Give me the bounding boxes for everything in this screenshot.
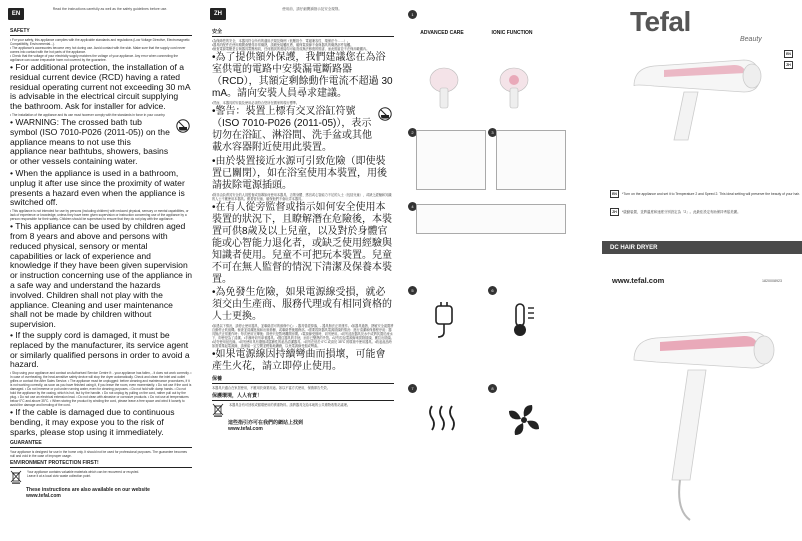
guarantee-text-zh: 本器具只適合在家居使用，不應用於商業用途。如以不當方式使用，保養即告失效。 bbox=[212, 386, 330, 390]
figure-step-2 bbox=[416, 130, 486, 190]
safety-title: SAFETY bbox=[10, 28, 192, 36]
guarantee-title: GUARANTEE bbox=[10, 440, 192, 448]
environment-block-zh bbox=[212, 403, 394, 417]
chinese-column bbox=[212, 26, 394, 432]
ionic-function-label: IONIC FUNCTION bbox=[491, 30, 533, 36]
crossed-bin-icon bbox=[10, 470, 22, 484]
children-warning: • This appliance can be used by children aged from 8 years and above and persons with reduced physical, sensory or mental capabilities or lack of experience and knowledge if they have been given supervision or instruction concerning use of the appliance in a safe way and understand the hazards involved. Children shall not play with the appliance. Cleaning and user maintenance shall not be made by children without supervision. bbox=[10, 221, 193, 330]
fan-icon bbox=[504, 400, 544, 440]
zh-setting-text: *啟動裝置，並將溫度和速度分別設定為「2」。此最佳設定有助保持秀髮美麗。 bbox=[622, 209, 741, 214]
safety-title-zh: 安全 bbox=[212, 28, 394, 37]
bathtub-warning-row-zh bbox=[212, 105, 394, 155]
en-badge: EN bbox=[610, 190, 619, 198]
rcd-warning-zh: •為了提供額外保護，我們建議您在為浴室供電的電路中安裝漏電斷路器（RCD），其額定剩餘動作電流不超過 30 mA。請向安裝人員尋求建議。 bbox=[212, 52, 393, 99]
hair-dryer-ionic-icon bbox=[492, 62, 536, 112]
safety-text-2-zh: •器具的配件在使用期間會變得非常熾熱，請避免接觸皮膚，確保電源線不會與器具的熾熱部件接觸。 bbox=[212, 43, 354, 47]
english-column bbox=[10, 26, 192, 499]
cover-website[interactable]: www.tefal.com bbox=[612, 276, 665, 285]
rcd-warning: • For additional protection, the installation of a residual current device (RCD) having a rated residual operating current not exceeding 30 mA is advisable in the electrical circuit supplying the bathroom. Ask for installer for advice. bbox=[10, 62, 191, 112]
chinese-page bbox=[202, 0, 402, 541]
product-code: 1820008923 bbox=[762, 279, 782, 283]
bathroom-warning: • When the appliance is used in a bathroom, unplug it after use since the proximity of water presents a hazard even when the appliance is switched off. bbox=[10, 167, 185, 208]
advanced-care-label: ADVANCED CARE bbox=[420, 30, 464, 36]
website-url[interactable]: www.tefal.com bbox=[26, 492, 61, 499]
figure-number: 4 bbox=[408, 202, 417, 211]
capabilities-note-zh: •除非由負責其安全的人員監督或指導如何使用本器具，否則身體、感官或心智能力不足的人士（包括兒童），或缺乏經驗和知識的人士不應使用本器具。應看管兒童，確保他們不會玩弄本器具。 bbox=[212, 193, 392, 201]
crossed-bathtub-icon bbox=[174, 119, 192, 133]
figure-number: 5 bbox=[408, 286, 417, 295]
lang-mini-zh: ZH bbox=[784, 61, 793, 69]
lang-badge-zh: ZH bbox=[210, 8, 226, 20]
figure-number: 2 bbox=[408, 128, 417, 137]
lang-mini-en: EN bbox=[784, 50, 793, 58]
zh-setting-note bbox=[610, 208, 800, 216]
figure-step-3 bbox=[496, 130, 566, 190]
environment-text-2: Leave it at a local civic waste collection point. bbox=[27, 473, 91, 478]
figure-number: 3 bbox=[488, 128, 497, 137]
bathtub-warning: • WARNING: The crossed bath tub symbol (ISO 7010-P026 (2011-05)) on the appliance means to not use this appliance near bathtubs, showers, basins or other vessels containing water. bbox=[10, 116, 170, 167]
crossed-bin-icon bbox=[212, 403, 224, 417]
header-note: Read the instructions carefully as well as the safety guidelines before use. bbox=[52, 7, 168, 11]
figure-step-4 bbox=[416, 204, 566, 234]
safety-text-2: • The appliance's accessories become very hot during use. Avoid contact with the skin. Make sure that the supply cord never comes into contact with the hot parts of the appliance. bbox=[10, 46, 186, 54]
environment-title: ENVIRONMENT PROTECTION FIRST! bbox=[10, 460, 192, 468]
english-page bbox=[0, 0, 200, 541]
bending-warning: • If the cable is damaged due to continuous bending, it may expose you to the risk of sparks, please stop using it immediately. bbox=[10, 407, 175, 437]
safety-text-1-zh: •為保障您的安全，本器具符合所有的適用法規及條例（低壓指令、電磁兼容性、環保法令……）。 bbox=[212, 39, 351, 43]
zh-badge: ZH bbox=[610, 208, 619, 216]
children-warning-zh: •在有人從旁監督或指示如何安全使用本裝置的狀況下，且瞭解潛在危險後，本裝置可供8歲及以上兒童，以及對於身體官能或心智能力退化者，或缺乏使用經驗與知識者使用。兒童不可把玩本裝置。兒童不可在無人監督的情況下清潔及保養本裝置。 bbox=[212, 202, 392, 285]
en-setting-text: *Turn on the appliance and set it to Temperature 2 and Speed 2. This ideal setting will preserve the beauty of your hair. bbox=[622, 191, 800, 196]
usage-list: • Stop using your appliance and contact an Authorised Service Centre if: - your appliance has fallen, - it does not work correctly. • In case of overheating, the heat-sensitive safety device will stop the dryer automatically. Check and clean the inlet and outlet grilles or contact the After Sales Service. • The appliance must be unplugged: before cleaning and maintenance procedures, if it is not working correctly, as soon as you have finished using it, if you leave the room, even momentarily. • Do not use if the cord is damaged. • Do not immerse or put under running water, even for cleaning purposes. • Do not hold with damp hands. • Do not hold the appliance by the casing, which is hot, but by the handle. • Do not unplug by pulling on the cord, rather pull out by the plug. • Do not use an electrical extension lead. • Do not clean with abrasive or corrosive products. • Do not use at temperatures below 0°C and above 35°C. • When storing the product by winding the cord, please leave a free space and wind it loosely to avoid the damage and bending of the cord. bbox=[10, 371, 192, 408]
hair-dryer-illustration bbox=[624, 46, 774, 146]
environment-text-1: Your appliance contains valuable materials which can be recovered or recycled. bbox=[27, 469, 140, 474]
cord-warning-zh: •為免發生危險，如果電源線受損，就必須交由生產商、服務代理或有相同資格的人士更換。 bbox=[212, 287, 392, 322]
safety-text-1: • For your safety, this appliance complies with the applicable standards and regulations (Low Voltage Directive, Electromagnetic Compatibility, Environmental...). bbox=[10, 38, 190, 46]
en-setting-note bbox=[610, 190, 800, 198]
tefal-logo: Tefal bbox=[630, 6, 691, 37]
safety-text-3-zh: •檢查電源電壓是否與器具電壓相同，任何錯誤的連接均可能造成無法修復的損害，而此損害並不在保用範圍內。 bbox=[212, 47, 370, 51]
environment-text-zh: 本器具含有可回收或循環使用的貴重物料。請將器具交給本地的公共廢物收集站處理。 bbox=[229, 403, 351, 407]
heat-waves-icon bbox=[424, 400, 464, 440]
guarantee-title-zh: 保養 bbox=[212, 375, 394, 384]
temperature-icon bbox=[504, 300, 544, 340]
bathtub-warning-zh: •警告：裝置上標有交叉浴缸符號（ISO 7010-P026 (2011-05)），表示切勿在浴缸、淋浴間、洗手盆或其他載水容器附近使用此裝置。 bbox=[212, 106, 372, 153]
guarantee-text: Your appliance is designed for use in the home only. It should not be used for professional purposes. The guarantee becomes null and void in the case of improper usage. bbox=[10, 449, 187, 458]
hair-dryer-photo bbox=[624, 310, 784, 535]
capabilities-note: • This appliance is not intended for use by persons (including children) with reduced physical, sensory or mental capabilities, or lack of experience or knowledge, unless they have been given supervision or instruction concerning use of the appliance by a person responsible for their safety. Children should be supervised to ensure that they do not play with the appliance. bbox=[10, 209, 189, 222]
figure-number: 6 bbox=[488, 286, 497, 295]
bathtub-warning-row bbox=[10, 117, 192, 168]
install-note: • The installation of the appliance and its use must however comply with the standards in force in your country. bbox=[10, 112, 166, 117]
header-note-zh: 使用前，請仔細閱讀指示及安全規則。 bbox=[282, 7, 342, 11]
website-note: These instructions are also available on our website bbox=[26, 486, 150, 493]
environment-block bbox=[10, 470, 192, 484]
bending-warning-zh: •如果電源線因持續彎曲而損壞，可能會產生火花，請立即停止使用。 bbox=[212, 349, 386, 372]
usage-list-zh: •如遇以下情況，請停止使用器具，並聯絡認可的維修中心：- 器具曾經掉落，- 器具無法正常運作。•如器具過熱，熱敏安全裝置將自動停止吹風機。檢查並清潔進風和出風格柵，或聯絡售後服務部。•需要拔除器具電源插頭的情況：進行清潔和保養程序前；器具無法正常運作時；每次使用完畢後；即使只是暫時離開房間。•電源線受損時，切勿使用。•切勿浸泡器具於水中或將其置於流水下，即使是為了清潔。•手濕時切勿拿著器具。•握住器具的手柄，而非已變熱的外殼。•切勿拉扯電源線來拔除插頭，應拉出插頭。•切勿使用延長線。•切勿使用具有磨損或腐蝕性的產品清潔器具。•切勿在低於 0°C 或高於 35°C 的環境中使用器具。•收起產品時如需要捲起電源線，請保留一定空間並輕鬆地纏繞，以免電源線受損或彎曲。 bbox=[212, 324, 394, 348]
website-url-zh[interactable]: www.tefal.com bbox=[228, 426, 263, 432]
install-note-zh: •然而，本器具的安裝及使用必須符合您所在國家的現行標準。 bbox=[212, 101, 300, 105]
beauty-sub-brand: Beauty bbox=[740, 36, 762, 43]
figure-number: 7 bbox=[408, 384, 417, 393]
cover-page bbox=[402, 0, 802, 541]
bathroom-warning-zh: •由於裝置接近水源可引致危險（即使裝置已關閉），如在浴室使用本裝置，用後請拔除電源插頭。 bbox=[212, 156, 387, 191]
crossed-bathtub-icon bbox=[376, 107, 394, 121]
safety-text-3: • Check that the voltage of your electricity supply matches the voltage of your appliance. Any error when connecting the appliance can cause irreparable harm not covered by the guarantee. bbox=[10, 54, 179, 62]
figure-number: 8 bbox=[488, 384, 497, 393]
environment-title-zh: 保護環境，人人有責！ bbox=[212, 392, 394, 401]
figure-number: 1 bbox=[408, 10, 417, 19]
plug-icon bbox=[424, 300, 464, 340]
lang-badge-en: EN bbox=[8, 8, 24, 20]
hair-dryer-advanced-icon bbox=[422, 62, 466, 112]
website-note-zh: 這些指引亦可在我們的網站上找到 bbox=[228, 420, 304, 426]
product-title-bar: DC HAIR DRYER bbox=[602, 241, 802, 254]
cord-warning: • If the supply cord is damaged, it must be replaced by the manufacturer, its service agent or similarly qualified persons in order to avoid a hazard. bbox=[10, 329, 190, 370]
